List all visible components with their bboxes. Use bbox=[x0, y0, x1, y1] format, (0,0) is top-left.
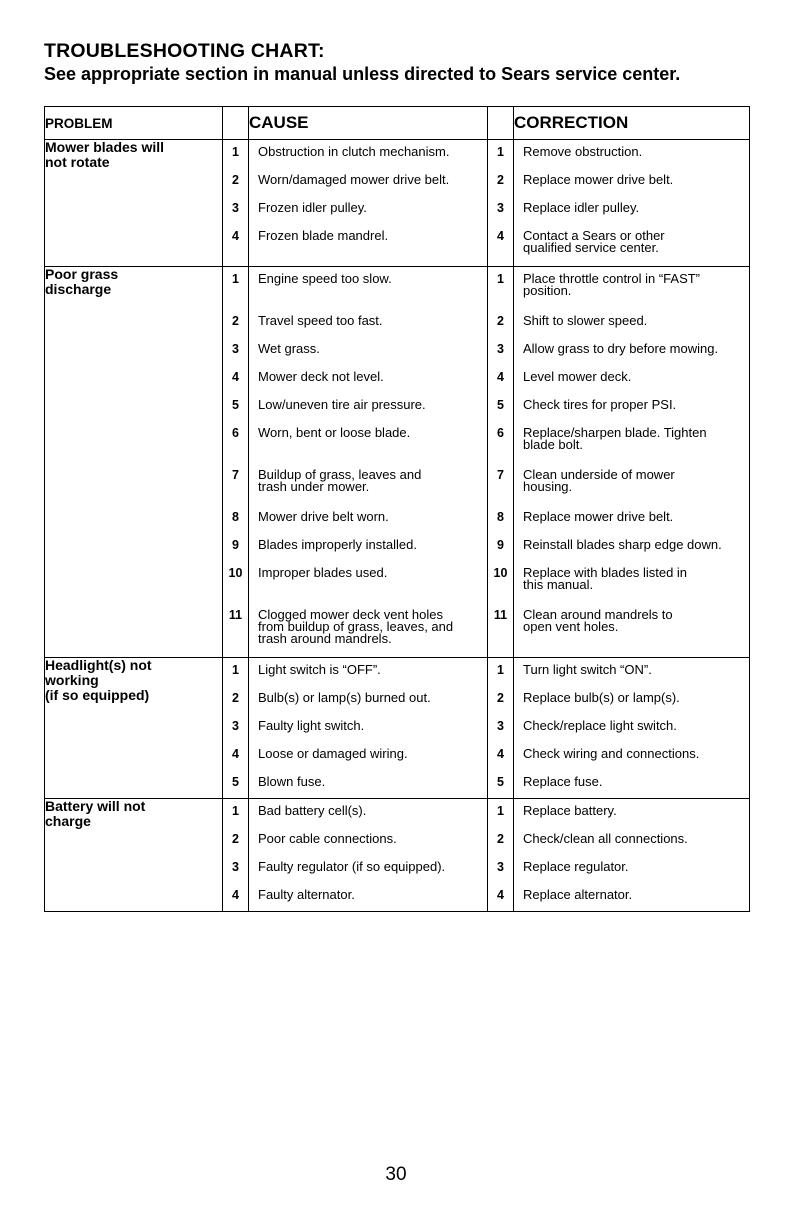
correction-number: 1 bbox=[497, 663, 504, 677]
correction-text bbox=[514, 393, 749, 421]
cause-line: Light switch is “OFF”. bbox=[258, 662, 381, 677]
cause-line: Faulty light switch. bbox=[258, 718, 365, 733]
correction-text bbox=[514, 463, 749, 505]
correction-number: 9 bbox=[497, 538, 504, 552]
correction-line: Shift to slower speed. bbox=[523, 313, 648, 328]
cause-column bbox=[249, 658, 488, 799]
correction-line: open vent holes. bbox=[523, 619, 619, 634]
cause-number: 3 bbox=[232, 860, 239, 874]
cause-line: Travel speed too fast. bbox=[258, 313, 383, 328]
cause-number: 1 bbox=[232, 663, 239, 677]
cause-line: Obstruction in clutch mechanism. bbox=[258, 144, 450, 159]
cause-text bbox=[249, 855, 487, 883]
correction-line: Replace with blades listed in bbox=[523, 565, 688, 580]
cause-number: 10 bbox=[228, 566, 243, 580]
problem-label: charge bbox=[45, 813, 91, 829]
cause-line: from buildup of grass, leaves, and bbox=[258, 619, 454, 634]
correction-number: 2 bbox=[497, 314, 504, 328]
correction-line: Remove obstruction. bbox=[523, 144, 643, 159]
correction-number-column bbox=[488, 799, 514, 912]
correction-number: 1 bbox=[497, 804, 504, 818]
problem-label: discharge bbox=[45, 281, 112, 297]
problem-group-row bbox=[45, 799, 750, 912]
cause-line: Poor cable connections. bbox=[258, 831, 397, 846]
cause-line: Improper blades used. bbox=[258, 565, 388, 580]
correction-line: qualified service center. bbox=[523, 240, 659, 255]
cause-number: 4 bbox=[232, 229, 239, 243]
cause-text bbox=[249, 561, 487, 603]
correction-line: Contact a Sears or other bbox=[523, 228, 665, 243]
cause-line: Faulty alternator. bbox=[258, 887, 355, 902]
correction-text bbox=[514, 421, 749, 463]
cause-number: 2 bbox=[232, 173, 239, 187]
problem-group-row bbox=[45, 658, 750, 799]
cause-number: 3 bbox=[232, 201, 239, 215]
problem-cell bbox=[45, 267, 223, 658]
problem-cell bbox=[45, 799, 223, 912]
cause-number: 2 bbox=[232, 314, 239, 328]
cause-line: Blades improperly installed. bbox=[258, 537, 417, 552]
correction-text bbox=[514, 337, 749, 365]
cause-number-column bbox=[223, 658, 249, 799]
cause-line: Mower drive belt worn. bbox=[258, 509, 389, 524]
correction-text bbox=[514, 505, 749, 533]
problem-label: Poor grass bbox=[45, 266, 119, 282]
correction-number-column bbox=[488, 658, 514, 799]
cause-line: trash under mower. bbox=[258, 479, 370, 494]
cause-number: 1 bbox=[232, 145, 239, 159]
correction-text bbox=[514, 742, 749, 770]
cause-text bbox=[249, 393, 487, 421]
correction-text bbox=[514, 799, 749, 827]
cause-text bbox=[249, 463, 487, 505]
correction-line: Turn light switch “ON”. bbox=[523, 662, 652, 677]
correction-line: Check/clean all connections. bbox=[523, 831, 688, 846]
cause-line: Wet grass. bbox=[258, 341, 320, 356]
cause-text bbox=[249, 267, 487, 309]
correction-text bbox=[514, 603, 749, 657]
correction-line: Check/replace light switch. bbox=[523, 718, 677, 733]
cause-line: Loose or damaged wiring. bbox=[258, 746, 408, 761]
cause-text bbox=[249, 742, 487, 770]
correction-line: Replace/sharpen blade. Tighten bbox=[523, 425, 707, 440]
problem-label: Battery will not bbox=[45, 798, 146, 814]
problem-group-row bbox=[45, 267, 750, 658]
correction-text bbox=[514, 883, 749, 911]
cause-text bbox=[249, 365, 487, 393]
cause-text bbox=[249, 603, 487, 657]
cause-number-column bbox=[223, 267, 249, 658]
correction-number: 11 bbox=[493, 608, 508, 622]
correction-text bbox=[514, 658, 749, 686]
header-cause-number bbox=[223, 107, 249, 140]
correction-line: position. bbox=[523, 283, 572, 298]
problem-label: working bbox=[45, 672, 99, 688]
correction-number: 7 bbox=[497, 468, 504, 482]
correction-line: Replace mower drive belt. bbox=[523, 172, 674, 187]
cause-column bbox=[249, 267, 488, 658]
cause-number: 4 bbox=[232, 888, 239, 902]
cause-number-column bbox=[223, 799, 249, 912]
correction-number: 4 bbox=[497, 888, 504, 902]
correction-text bbox=[514, 196, 749, 224]
problem-label: Headlight(s) not bbox=[45, 657, 152, 673]
correction-number: 5 bbox=[497, 775, 504, 789]
cause-text bbox=[249, 309, 487, 337]
header-correction-number bbox=[488, 107, 514, 140]
correction-line: Replace idler pulley. bbox=[523, 200, 640, 215]
correction-number: 3 bbox=[497, 342, 504, 356]
cause-line: Clogged mower deck vent holes bbox=[258, 607, 443, 622]
correction-line: Replace alternator. bbox=[523, 887, 633, 902]
header-correction: CORRECTION bbox=[514, 107, 750, 140]
cause-text bbox=[249, 686, 487, 714]
correction-number: 4 bbox=[497, 747, 504, 761]
cause-text bbox=[249, 799, 487, 827]
cause-line: Low/uneven tire air pressure. bbox=[258, 397, 426, 412]
cause-number: 6 bbox=[232, 426, 239, 440]
cause-text bbox=[249, 770, 487, 798]
cause-number: 2 bbox=[232, 691, 239, 705]
cause-line: Faulty regulator (if so equipped). bbox=[258, 859, 446, 874]
correction-line: Check wiring and connections. bbox=[523, 746, 700, 761]
correction-number: 1 bbox=[497, 272, 504, 286]
cause-line: Bulb(s) or lamp(s) burned out. bbox=[258, 690, 431, 705]
correction-text bbox=[514, 561, 749, 603]
header-cause: CAUSE bbox=[249, 107, 488, 140]
correction-line: Clean underside of mower bbox=[523, 467, 675, 482]
correction-number: 4 bbox=[497, 229, 504, 243]
correction-text bbox=[514, 365, 749, 393]
correction-line: this manual. bbox=[523, 577, 594, 592]
cause-line: Engine speed too slow. bbox=[258, 271, 392, 286]
cause-line: Frozen idler pulley. bbox=[258, 200, 367, 215]
page-subtitle: See appropriate section in manual unless directed to Sears service center. bbox=[44, 64, 681, 84]
correction-line: housing. bbox=[523, 479, 573, 494]
cause-number: 1 bbox=[232, 804, 239, 818]
correction-number: 10 bbox=[493, 566, 508, 580]
problem-cell bbox=[45, 140, 223, 267]
cause-number: 4 bbox=[232, 747, 239, 761]
correction-number: 3 bbox=[497, 719, 504, 733]
correction-number: 2 bbox=[497, 173, 504, 187]
cause-number-column bbox=[223, 140, 249, 267]
correction-number: 2 bbox=[497, 832, 504, 846]
correction-text bbox=[514, 224, 749, 266]
correction-number: 4 bbox=[497, 370, 504, 384]
correction-text bbox=[514, 770, 749, 798]
troubleshooting-table bbox=[44, 106, 750, 912]
cause-text bbox=[249, 505, 487, 533]
correction-line: Replace bulb(s) or lamp(s). bbox=[523, 690, 680, 705]
cause-text bbox=[249, 533, 487, 561]
correction-number: 8 bbox=[497, 510, 504, 524]
cause-number: 7 bbox=[232, 468, 239, 482]
correction-column bbox=[514, 140, 750, 267]
cause-number: 5 bbox=[232, 775, 239, 789]
problem-label: (if so equipped) bbox=[45, 687, 150, 703]
correction-number: 1 bbox=[497, 145, 504, 159]
cause-number: 2 bbox=[232, 832, 239, 846]
correction-text bbox=[514, 855, 749, 883]
table-body bbox=[45, 140, 750, 912]
correction-line: Place throttle control in “FAST” bbox=[523, 271, 701, 286]
header-problem: PROBLEM bbox=[45, 107, 223, 140]
problem-cell bbox=[45, 658, 223, 799]
cause-line: Bad battery cell(s). bbox=[258, 803, 367, 818]
correction-number: 6 bbox=[497, 426, 504, 440]
cause-text bbox=[249, 140, 487, 168]
problem-label: Mower blades will bbox=[45, 139, 165, 155]
cause-text bbox=[249, 658, 487, 686]
correction-number: 3 bbox=[497, 860, 504, 874]
correction-text bbox=[514, 140, 749, 168]
cause-text bbox=[249, 337, 487, 365]
cause-text bbox=[249, 196, 487, 224]
correction-text bbox=[514, 533, 749, 561]
cause-text bbox=[249, 168, 487, 196]
cause-number: 9 bbox=[232, 538, 239, 552]
correction-line: Reinstall blades sharp edge down. bbox=[523, 537, 722, 552]
correction-line: Allow grass to dry before mowing. bbox=[523, 341, 719, 356]
cause-text bbox=[249, 827, 487, 855]
cause-line: Blown fuse. bbox=[258, 774, 326, 789]
correction-line: Replace battery. bbox=[523, 803, 617, 818]
cause-line: Mower deck not level. bbox=[258, 369, 384, 384]
table-header-row bbox=[45, 107, 750, 140]
cause-column bbox=[249, 799, 488, 912]
cause-number: 3 bbox=[232, 719, 239, 733]
cause-line: trash around mandrels. bbox=[258, 631, 392, 646]
correction-line: Clean around mandrels to bbox=[523, 607, 673, 622]
cause-number: 4 bbox=[232, 370, 239, 384]
correction-column bbox=[514, 799, 750, 912]
page-title: TROUBLESHOOTING CHART: bbox=[44, 40, 325, 62]
correction-text bbox=[514, 686, 749, 714]
correction-line: Replace regulator. bbox=[523, 859, 629, 874]
cause-line: Buildup of grass, leaves and bbox=[258, 467, 422, 482]
correction-text bbox=[514, 267, 749, 309]
cause-text bbox=[249, 224, 487, 266]
cause-number: 1 bbox=[232, 272, 239, 286]
cause-line: Frozen blade mandrel. bbox=[258, 228, 389, 243]
correction-column bbox=[514, 267, 750, 658]
cause-number: 8 bbox=[232, 510, 239, 524]
correction-line: Replace fuse. bbox=[523, 774, 603, 789]
cause-number: 3 bbox=[232, 342, 239, 356]
correction-number-column bbox=[488, 140, 514, 267]
correction-text bbox=[514, 309, 749, 337]
cause-number: 5 bbox=[232, 398, 239, 412]
correction-text bbox=[514, 827, 749, 855]
correction-number: 2 bbox=[497, 691, 504, 705]
correction-text bbox=[514, 714, 749, 742]
page-number: 30 bbox=[385, 1164, 407, 1185]
correction-line: blade bolt. bbox=[523, 437, 583, 452]
correction-line: Level mower deck. bbox=[523, 369, 632, 384]
cause-line: Worn, bent or loose blade. bbox=[258, 425, 411, 440]
cause-line: Worn/damaged mower drive belt. bbox=[258, 172, 450, 187]
correction-number-column bbox=[488, 267, 514, 658]
cause-number: 11 bbox=[228, 608, 243, 622]
problem-label: not rotate bbox=[45, 154, 110, 170]
cause-column bbox=[249, 140, 488, 267]
correction-text bbox=[514, 168, 749, 196]
correction-line: Replace mower drive belt. bbox=[523, 509, 674, 524]
cause-text bbox=[249, 714, 487, 742]
cause-text bbox=[249, 421, 487, 463]
problem-group-row bbox=[45, 140, 750, 267]
correction-column bbox=[514, 658, 750, 799]
correction-line: Check tires for proper PSI. bbox=[523, 397, 677, 412]
correction-number: 3 bbox=[497, 201, 504, 215]
cause-text bbox=[249, 883, 487, 911]
correction-number: 5 bbox=[497, 398, 504, 412]
